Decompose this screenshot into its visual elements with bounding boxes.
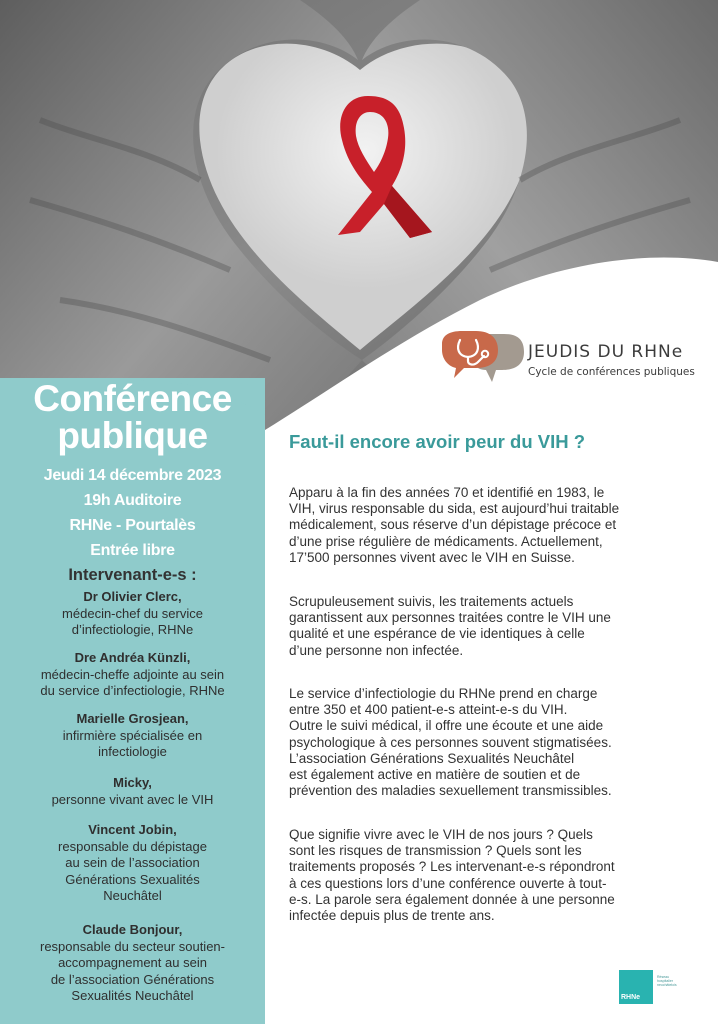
- article-paragraph-3: [289, 686, 707, 799]
- text-line: e-s. La parole sera également donnée à une personne: [289, 891, 615, 907]
- text-line: garantissent aux personnes traitées contre le VIH une: [289, 610, 611, 626]
- text-line: 17’500 personnes vivent avec le VIH en Suisse.: [289, 549, 575, 565]
- text-line: Que signifie vivre avec le VIH de nos jours ? Quels: [289, 827, 593, 842]
- event-venue: RHNe - Pourtalès: [69, 517, 196, 534]
- rhne-tagline-line: Réseau: [657, 975, 670, 979]
- rhne-tagline-line: neuchâtelois: [657, 983, 677, 987]
- text-line: d’une personne non infectée.: [289, 642, 464, 658]
- speaker-name: Marielle Grosjean,: [76, 711, 189, 726]
- speaker-role: au sein de l’association: [65, 855, 200, 870]
- speaker-marielle-grosjean: [0, 711, 265, 761]
- logo-subtitle: Cycle de conférences publiques: [528, 366, 695, 378]
- text-line: médicalement, sous réserve d’un dépistage précoce et: [289, 517, 617, 533]
- article-paragraph-4: [289, 827, 707, 924]
- conference-title-line2: publique: [57, 415, 208, 456]
- speaker-andrea-kunzli: [0, 650, 265, 700]
- speaker-role: Sexualités Neuchâtel: [71, 988, 194, 1003]
- rhne-tagline: [657, 975, 677, 987]
- text-line: traitements proposés ? Les intervenant-e-s répondront: [289, 859, 615, 875]
- speaker-role: Neuchâtel: [103, 888, 162, 903]
- text-line: d’une prise régulière de médicaments. Actuellement,: [289, 533, 603, 549]
- text-line: VIH, virus responsable du sida, est aujourd’hui traitable: [289, 501, 620, 517]
- speaker-claude-bonjour: [0, 922, 265, 1005]
- text-line: sont les risques de transmission ? Quels sont les: [289, 843, 582, 859]
- text-line: infectée depuis plus de trente ans.: [289, 908, 495, 924]
- text-line: prévention des maladies sexuellement transmissibles.: [289, 783, 612, 799]
- text-line: à ces questions lors d’une conférence ouverte à tout-: [289, 875, 607, 891]
- text-line: est également active en matière de soutien et de: [289, 767, 581, 783]
- speaker-role: infirmière spécialisée en: [62, 727, 203, 743]
- article-title: Faut-il encore avoir peur du VIH ?: [289, 431, 586, 452]
- conference-title: [0, 380, 265, 454]
- event-entry: Entrée libre: [90, 542, 175, 559]
- rhne-tagline-line: hospitalier: [657, 979, 673, 983]
- article-paragraph-1: [289, 485, 707, 566]
- speech-bubbles-stethoscope-icon: [440, 330, 526, 390]
- logo-title: JEUDIS DU RHNe: [528, 342, 684, 362]
- speaker-name: Dr Olivier Clerc,: [83, 589, 182, 604]
- text-line: Le service d’infectiologie du RHNe prend en charge: [289, 686, 598, 701]
- speaker-role: du service d’infectiologie, RHNe: [40, 683, 225, 698]
- speaker-role: responsable du secteur soutien-: [39, 938, 225, 954]
- text-line: Scrupuleusement suivis, les traitements actuels: [289, 594, 574, 609]
- speaker-vincent-jobin: [0, 822, 265, 905]
- speaker-name: Vincent Jobin,: [88, 822, 177, 837]
- text-line: L’association Générations Sexualités Neuchâtel: [289, 750, 575, 766]
- speaker-micky: [0, 775, 265, 808]
- speakers-heading: Intervenant-e-s :: [68, 566, 197, 584]
- text-line: Apparu à la fin des années 70 et identifié en 1983, le: [289, 485, 605, 500]
- text-line: psychologique à ces personnes souvent stigmatisées.: [289, 734, 612, 750]
- article-paragraph-2: [289, 594, 707, 659]
- jeudis-du-rhne-logo: [440, 330, 710, 390]
- speaker-role: accompagnement au sein: [58, 955, 207, 970]
- speaker-olivier-clerc: [0, 589, 265, 639]
- speaker-role: de l’association Générations: [50, 971, 215, 987]
- conference-title-line1: Conférence: [33, 378, 232, 419]
- rhne-logo: [619, 970, 653, 1004]
- text-line: qualité et une espérance de vie identiques à celle: [289, 626, 585, 642]
- speaker-name: Dre Andréa Künzli,: [74, 650, 191, 665]
- text-line: Outre le suivi médical, il offre une écoute et une aide: [289, 718, 604, 734]
- speaker-name: Claude Bonjour,: [82, 922, 183, 937]
- speaker-role: personne vivant avec le VIH: [51, 791, 214, 807]
- speaker-role: médecin-cheffe adjointe au sein: [40, 666, 225, 682]
- speaker-name: Micky,: [113, 775, 152, 790]
- event-date: Jeudi 14 décembre 2023: [43, 467, 222, 484]
- event-time-place: 19h Auditoire: [83, 492, 182, 509]
- text-line: entre 350 et 400 patient-e-s atteint-e-s du VIH.: [289, 702, 568, 718]
- speaker-role: responsable du dépistage: [58, 838, 207, 854]
- speaker-role: d’infectiologie, RHNe: [71, 622, 194, 637]
- speaker-role: Générations Sexualités: [65, 871, 200, 887]
- speaker-role: médecin-chef du service: [62, 605, 203, 621]
- speaker-role: infectiologie: [98, 744, 167, 759]
- rhne-logo-text: RHNe: [621, 994, 641, 1001]
